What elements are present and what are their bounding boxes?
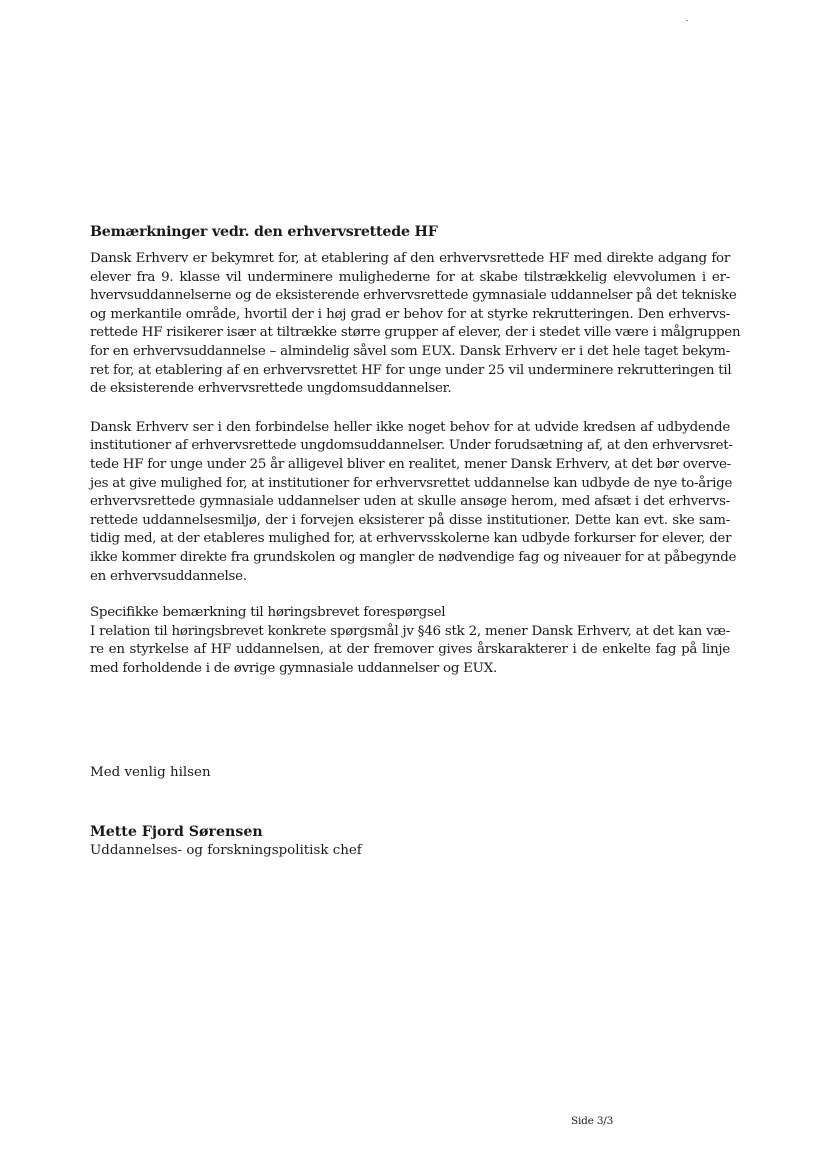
text-line: institutioner af erhvervsrettede ungdomsuddannelser. Under forudsætning af, at den erhvervsret- <box>90 438 733 454</box>
text-line: elever fra 9. klasse vil underminere mulighederne for at skabe tilstrækkelig elevvolumen i er- <box>90 269 730 285</box>
scan-speck <box>686 20 688 21</box>
paragraph-2 <box>90 419 737 586</box>
text-line: ikke kommer direkte fra grundskolen og mangler de nødvendige fag og niveauer for at påbegynde <box>90 549 737 565</box>
text-line: I relation til høringsbrevet konkrete spørgsmål jv §46 stk 2, mener Dansk Erhverv, at det kan væ- <box>90 623 730 639</box>
paragraph-1 <box>90 250 741 399</box>
closing-greeting: Med venlig hilsen <box>90 765 211 780</box>
text-line: ret for, at etablering af en erhvervsrettet HF for unge under 25 vil underminere rekrutteringen til <box>90 362 732 378</box>
text-line: for en erhvervsuddannelse – almindelig såvel som EUX. Dansk Erhverv er i det hele taget bekym- <box>90 343 730 359</box>
signature-block <box>90 822 362 860</box>
section-heading: Bemærkninger vedr. den erhvervsrettede HF <box>90 224 438 240</box>
text-line: rettede HF risikerer især at tiltrække større grupper af elever, der i stedet ville være i målgruppen <box>90 325 741 341</box>
text-line: de eksisterende erhvervsrettede ungdomsuddannelser. <box>90 381 452 397</box>
paragraph-3-title: Specifikke bemærkning til høringsbrevet forespørgsel <box>90 605 446 621</box>
text-line: og merkantile område, hvortil der i høj grad er behov for at styrke rekrutteringen. Den erhvervs- <box>90 306 730 322</box>
text-line: med forholdende i de øvrige gymnasiale uddannelser og EUX. <box>90 660 498 676</box>
signer-name: Mette Fjord Sørensen <box>90 824 263 840</box>
text-line: rettede uddannelsesmiljø, der i forvejen eksisterer på disse institutioner. Dette kan evt. ske sam- <box>90 512 730 528</box>
text-line: Dansk Erhverv ser i den forbindelse heller ikke noget behov for at udvide kredsen af udbydende <box>90 419 730 435</box>
text-line: tidig med, at der etableres mulighed for, at erhvervsskolerne kan udbyde forkurser for elever, der <box>90 531 732 547</box>
page-number: Side 3/3 <box>571 1115 614 1127</box>
text-line: Dansk Erhverv er bekymret for, at etablering af den erhvervsrettede HF med direkte adgang for <box>90 251 730 266</box>
text-line: en erhvervsuddannelse. <box>90 568 247 584</box>
text-line: tede HF for unge under 25 år alligevel bliver en realitet, mener Dansk Erhverv, at det bør overve- <box>90 456 731 472</box>
signer-title: Uddannelses- og forskningspolitisk chef <box>90 843 362 858</box>
paragraph-3 <box>90 604 730 678</box>
text-line: erhvervsrettede gymnasiale uddannelser uden at skulle ansøge herom, med afsæt i det erhvervs- <box>90 494 730 510</box>
text-line: jes at give mulighed for, at institutioner for erhvervsrettet uddannelse kan udbyde de nye to-årige <box>90 475 733 491</box>
text-line: hvervsuddannelserne og de eksisterende erhvervsrettede gymnasiale uddannelser på det tekniske <box>90 288 737 304</box>
text-line: re en styrkelse af HF uddannelsen, at der fremover gives årskarakterer i de enkelte fag på linje <box>90 642 730 658</box>
letter-body <box>90 223 741 678</box>
